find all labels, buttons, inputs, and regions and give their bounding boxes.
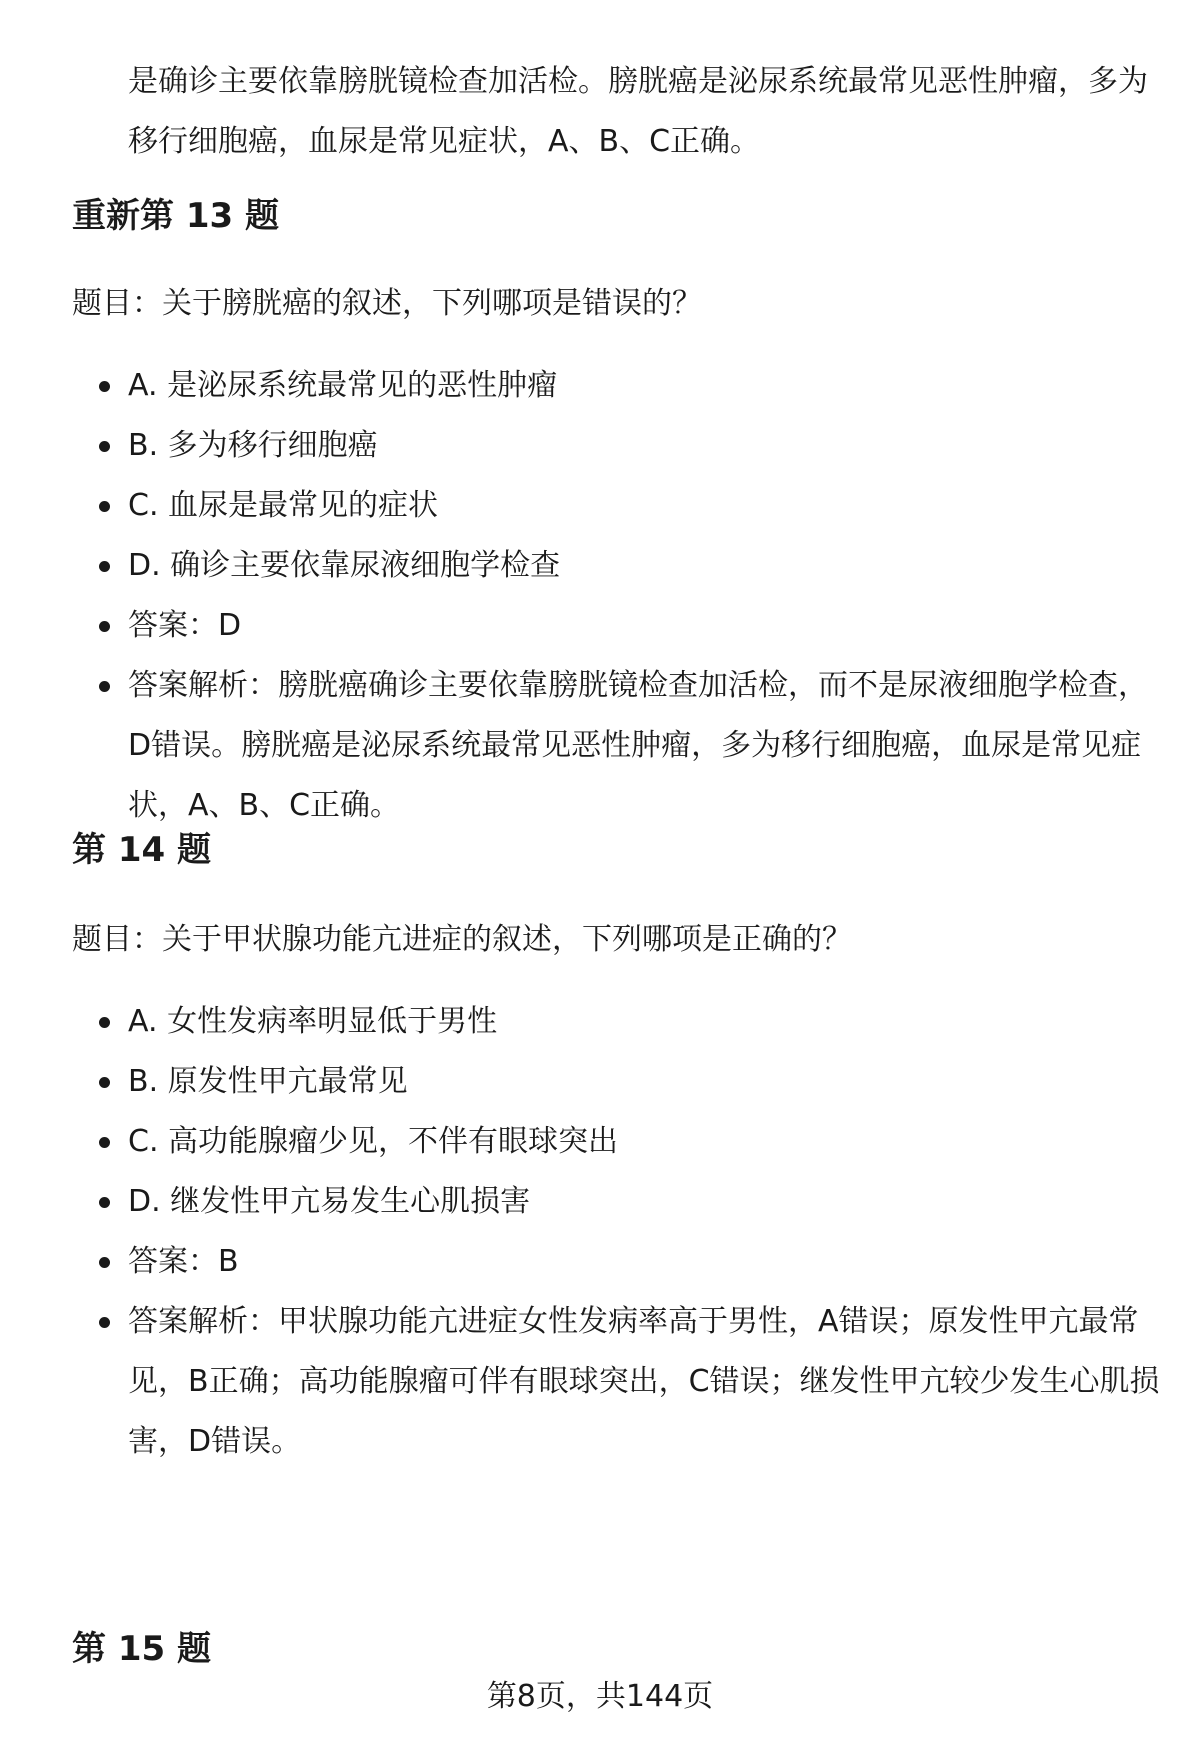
answer-explanation: 答案解析：膀胱癌确诊主要依靠膀胱镜检查加活检，而不是尿液细胞学检查，D错误。膀胱癌是泌尿系统最常见恶性肿瘤，多为移行细胞癌，血尿是常见症状，A、B、C正确。: [0, 656, 1200, 836]
option-c: C. 高功能腺瘤少见，不伴有眼球突出: [0, 1112, 1200, 1172]
page-number-footer: 第8页，共144页: [486, 1679, 714, 1714]
option-b: B. 多为移行细胞癌: [0, 416, 1200, 476]
option-a: A. 女性发病率明显低于男性: [0, 992, 1200, 1052]
question-13-heading: 重新第 13 题: [72, 196, 279, 236]
answer-explanation: 答案解析：甲状腺功能亢进症女性发病率高于男性，A错误；原发性甲亢最常见，B正确；高功能腺瘤可伴有眼球突出，C错误；继发性甲亢较少发生心肌损害，D错误。: [0, 1292, 1200, 1472]
option-c: C. 血尿是最常见的症状: [0, 476, 1200, 536]
question-13-stem: 题目：关于膀胱癌的叙述，下列哪项是错误的？: [72, 286, 702, 321]
question-14-heading: 第 14 题: [72, 830, 211, 870]
option-d: D. 确诊主要依靠尿液细胞学检查: [0, 536, 1200, 596]
question-14-options: [0, 992, 1200, 1472]
option-b: B. 原发性甲亢最常见: [0, 1052, 1200, 1112]
option-d: D. 继发性甲亢易发生心肌损害: [0, 1172, 1200, 1232]
option-a: A. 是泌尿系统最常见的恶性肿瘤: [0, 356, 1200, 416]
question-13-options: [0, 356, 1200, 836]
continued-explanation: 是确诊主要依靠膀胱镜检查加活检。膀胱癌是泌尿系统最常见恶性肿瘤，多为移行细胞癌，血尿是常见症状，A、B、C正确。: [128, 64, 1148, 159]
answer: 答案：B: [0, 1232, 1200, 1292]
question-14-stem: 题目：关于甲状腺功能亢进症的叙述，下列哪项是正确的？: [72, 922, 852, 957]
answer: 答案：D: [0, 596, 1200, 656]
question-15-heading: 第 15 题: [72, 1629, 211, 1669]
